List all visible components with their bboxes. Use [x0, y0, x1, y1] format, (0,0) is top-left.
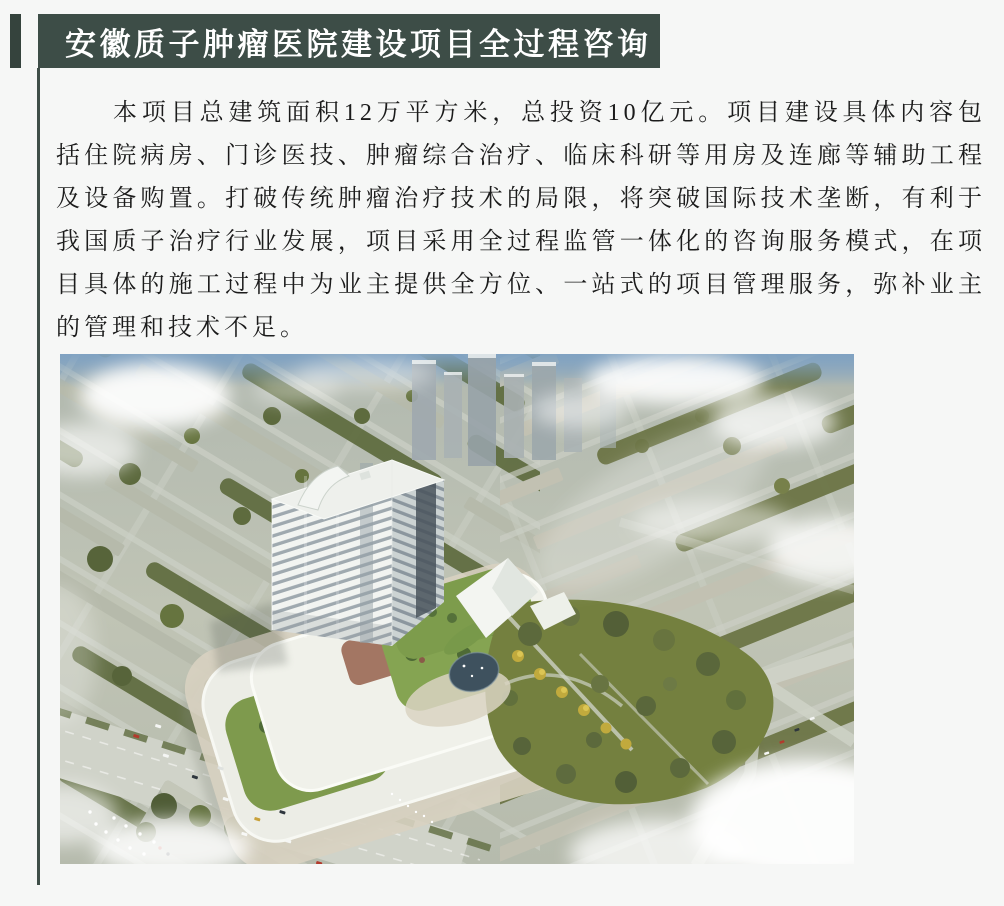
- page-title: 安徽质子肿瘤医院建设项目全过程咨询: [65, 26, 652, 62]
- title-accent-bar: [10, 14, 21, 68]
- aerial-render-figure: [60, 354, 854, 864]
- aerial-render: [60, 354, 854, 864]
- body-paragraph: 本项目总建筑面积12万平方米，总投资10亿元。项目建设具体内容包括住院病房、门诊医技、肿瘤综合治疗、临床科研等用房及连廊等辅助工程及设备购置。打破传统肿瘤治疗技术的局限，将突破国际技术垄断，有利于我国质子治疗行业发展，项目采用全过程监管一体化的咨询服务模式，在项目具体的施工过程中为业主提供全方位、一站式的项目管理服务，弥补业主的管理和技术不足。: [56, 100, 986, 341]
- header-bar: [38, 14, 660, 68]
- left-vertical-rule: [37, 68, 40, 885]
